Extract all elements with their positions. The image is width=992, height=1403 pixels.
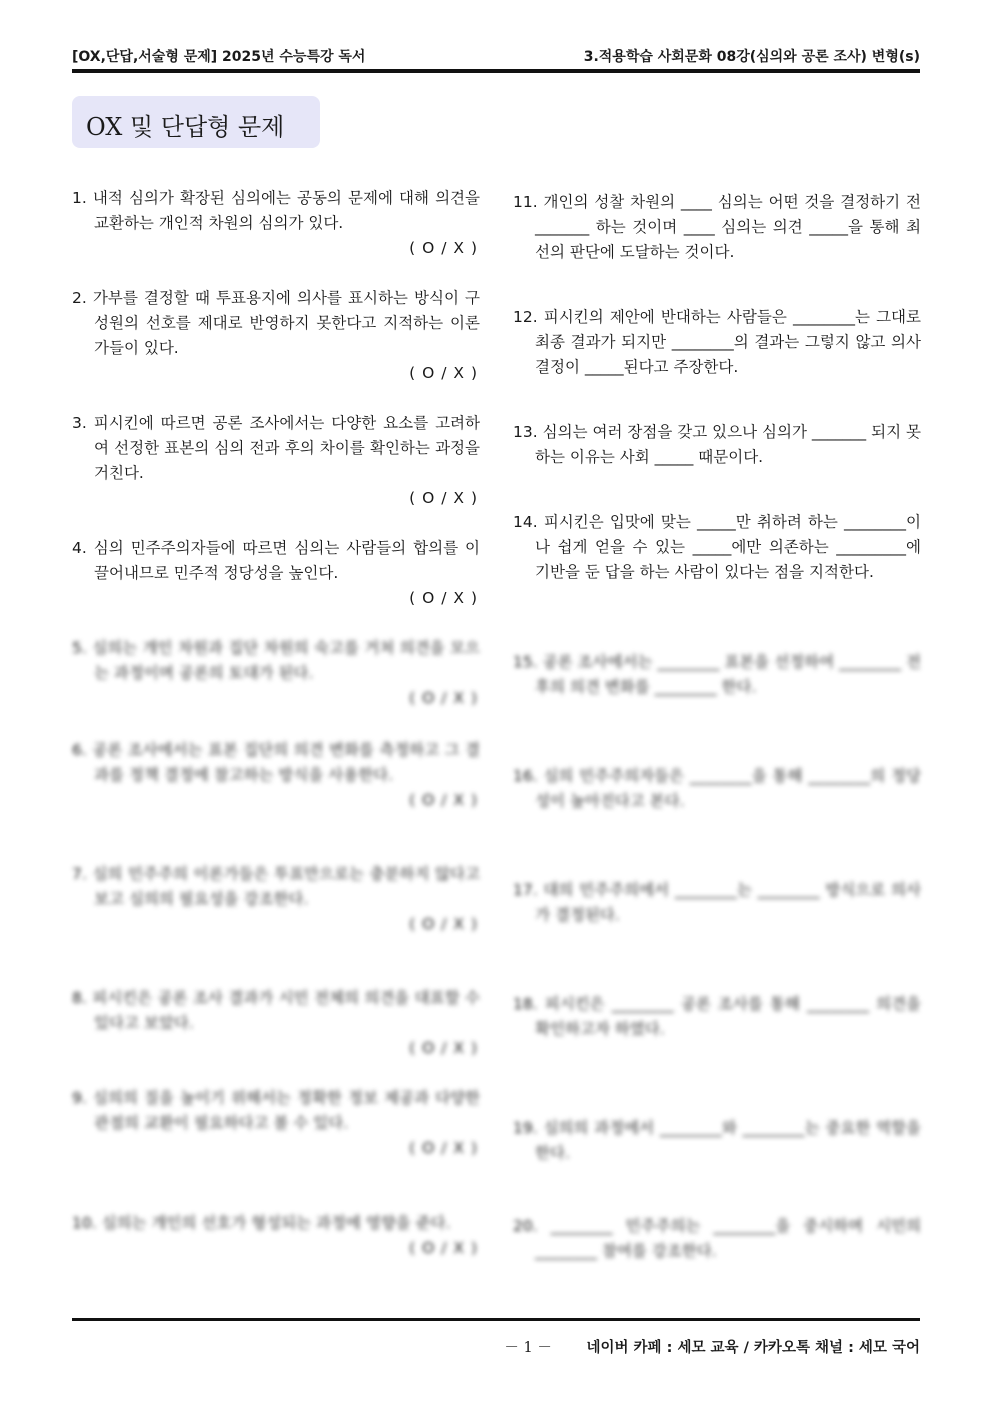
question-text: 16. 심의 민주주의자들은 ________을 통해 ________의 정당성이 높아진다고 본다.	[513, 767, 921, 810]
question-20	[513, 1214, 921, 1264]
ox-choice[interactable]: ( O / X )	[409, 239, 478, 257]
question-3	[72, 411, 480, 511]
ox-choice[interactable]: ( O / X )	[409, 489, 478, 507]
question-16	[513, 764, 921, 814]
header-left-title: [OX,단답,서술형 문제] 2025년 수능특강 독서	[72, 49, 366, 65]
question-1	[72, 186, 480, 261]
ox-choice[interactable]: ( O / X )	[409, 1239, 478, 1257]
question-8	[72, 986, 480, 1061]
ox-choice[interactable]: ( O / X )	[409, 915, 478, 933]
question-text: 1. 내적 심의가 확장된 심의에는 공동의 문제에 대해 의견을 교환하는 개인적 차원의 심의가 있다.	[72, 189, 480, 232]
footer-divider	[72, 1318, 920, 1321]
question-17	[513, 878, 921, 928]
page-number: － 1 －	[504, 1340, 552, 1356]
question-7	[72, 862, 480, 937]
question-text: 9. 심의의 질을 높이기 위해서는 정확한 정보 제공과 다양한 관점의 교환이 필요하다고 볼 수 있다.	[72, 1089, 480, 1132]
question-9	[72, 1086, 480, 1161]
footer-site-info: 네이버 카페 : 세모 교육 / 카카오톡 채널 : 세모 국어	[586, 1340, 920, 1356]
header-right-title: 3.적용학습 사회문화 08강(심의와 공론 조사) 변형(s)	[583, 49, 920, 65]
section-title: OX 및 단답형 문제	[86, 113, 285, 141]
ox-choice[interactable]: ( O / X )	[409, 791, 478, 809]
question-text: 15. 공론 조사에서는 ________ 표본을 선정하여 ________ 전후의 의견 변화를 ________ 한다.	[513, 653, 921, 696]
header-divider	[72, 69, 920, 73]
ox-choice[interactable]: ( O / X )	[409, 1139, 478, 1157]
ox-choice[interactable]: ( O / X )	[409, 689, 478, 707]
question-19	[513, 1116, 921, 1166]
question-11	[513, 190, 921, 265]
question-text: 8. 피시킨은 공론 조사 결과가 시민 전체의 의견을 대표할 수 있다고 보았다.	[72, 989, 481, 1032]
question-text: 12. 피시킨의 제안에 반대하는 사람들은 ________는 그대로 최종 결과가 되지만 ________의 결과는 그렇지 않고 의사 결정이 _____된다고 주장한다.	[513, 308, 921, 376]
question-text: 18. 피시킨은 ________ 공론 조사를 통해 ________ 의견을 확인하고자 하였다.	[513, 995, 921, 1038]
question-text: 6. 공론 조사에서는 표본 집단의 의견 변화를 측정하고 그 결과를 정책 결정에 참고하는 방식을 사용한다.	[72, 741, 481, 784]
question-text: 4. 심의 민주주의자들에 따르면 심의는 사람들의 합의를 이끌어내므로 민주적 정당성을 높인다.	[72, 539, 480, 582]
question-text: 20. ________ 민주주의는 ________을 중시하며 시민의 ________ 참여를 강조한다.	[513, 1217, 921, 1260]
question-5	[72, 636, 480, 711]
ox-choice[interactable]: ( O / X )	[409, 364, 478, 382]
question-6	[72, 738, 480, 813]
question-text: 13. 심의는 여러 장점을 갖고 있으나 심의가 _______ 되지 못하는 이유는 사회 _____ 때문이다.	[513, 423, 922, 466]
question-18	[513, 992, 921, 1042]
question-text: 17. 대의 민주주의에서 ________는 ________ 방식으로 의사가 결정된다.	[513, 881, 921, 924]
section-title-box	[72, 96, 320, 148]
question-14	[513, 510, 921, 585]
question-text: 14. 피시킨은 입맛에 맞는 _____만 취하려 하는 ________이나 쉽게 얻을 수 있는 _____에만 의존하는 _________에 기반을 둔 답을 하는 사람이 있다는 점을 지적한다.	[513, 513, 921, 581]
ox-choice[interactable]: ( O / X )	[409, 589, 478, 607]
page-header	[72, 42, 920, 68]
question-2	[72, 286, 480, 386]
page-footer	[504, 1336, 920, 1357]
question-text: 11. 개인의 성찰 차원의 ____ 심의는 어떤 것을 결정하기 전 _______ 하는 것이며 ____ 심의는 의견 _____을 통해 최선의 판단에 도달하는 것이다.	[513, 193, 921, 261]
question-text: 19. 심의의 과정에서 ________와 ________는 중요한 역할을 한다.	[513, 1119, 921, 1162]
question-12	[513, 305, 921, 380]
question-text: 10. 심의는 개인의 선호가 형성되는 과정에 영향을 준다.	[72, 1214, 451, 1232]
question-text: 7. 심의 민주주의 이론가들은 투표만으로는 충분하지 않다고 보고 심의의 필요성을 강조한다.	[72, 865, 480, 908]
question-10	[72, 1211, 480, 1261]
question-text: 5. 심의는 개인 차원과 집단 차원의 숙고를 거쳐 의견을 모으는 과정이며 공론의 토대가 된다.	[72, 639, 481, 682]
ox-choice[interactable]: ( O / X )	[409, 1039, 478, 1057]
question-13	[513, 420, 921, 470]
question-15	[513, 650, 921, 700]
question-4	[72, 536, 480, 611]
question-text: 2. 가부를 결정할 때 투표용지에 의사를 표시하는 방식이 구성원의 선호를 제대로 반영하지 못한다고 지적하는 이론가들이 있다.	[72, 289, 480, 357]
question-text: 3. 피시킨에 따르면 공론 조사에서는 다양한 요소를 고려하여 선정한 표본의 심의 전과 후의 차이를 확인하는 과정을 거친다.	[72, 414, 480, 482]
